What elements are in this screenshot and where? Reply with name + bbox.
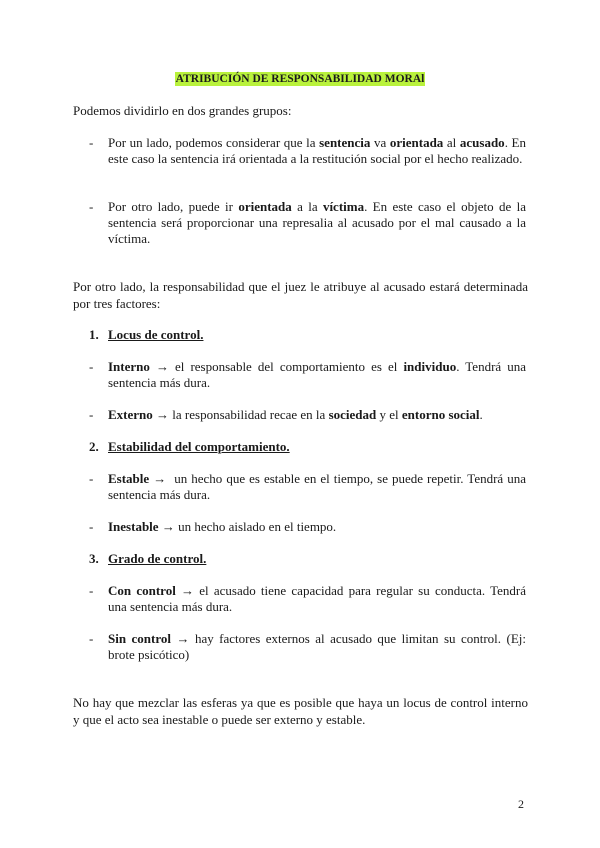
list-dash: - [89, 519, 94, 534]
intro-paragraph: Podemos dividirlo en dos grandes grupos: [73, 103, 292, 118]
arrow-icon: → [149, 471, 175, 486]
list-item-text: Inestable → un hecho aislado en el tiempo. [108, 519, 337, 534]
list-dash: - [89, 631, 94, 646]
page-title [0, 73, 600, 85]
list-dash: - [89, 471, 94, 486]
list-item-text: Por otro lado, puede ir orientada a la víctima. En este caso el objeto de la sentencia será proporcionar una represalia al acusado por el mal causado a la víctima. [108, 199, 526, 246]
list-item-text: Estable → un hecho que es estable en el tiempo, se puede repetir. Tendrá una sentencia más dura. [108, 471, 526, 502]
list-dash: - [89, 583, 94, 598]
page-number: 2 [518, 797, 524, 811]
arrow-icon: → [149, 359, 176, 374]
list-dash: - [89, 407, 94, 422]
list-item-text: Sin control → hay factores externos al acusado que limitan su control. (Ej: brote psicótico) [108, 631, 526, 662]
arrow-icon: → [152, 407, 173, 422]
list-dash: - [89, 359, 94, 374]
list-dash: - [89, 199, 94, 214]
title-highlight: ATRIBUCIÓN DE RESPONSABILIDAD MORAl [175, 73, 425, 85]
list-item-text: Interno → el responsable del comportamiento es el individuo. Tendrá una sentencia más dura. [108, 359, 527, 390]
list-item-text: Externo → la responsabilidad recae en la sociedad y el entorno social. [108, 407, 483, 422]
conclusion-paragraph: No hay que mezclar las esferas ya que es posible que haya un locus de control interno y que el acto sea inestable o puede ser externo y estable. [73, 695, 528, 727]
arrow-icon: → [158, 519, 179, 534]
factors-intro-paragraph: Por otro lado, la responsabilidad que el juez le atribuye al acusado estará determinada por tres factores: [73, 279, 528, 311]
list-item-text: Con control → el acusado tiene capacidad para regular su conducta. Tendrá una sentencia más dura. [108, 583, 526, 614]
arrow-icon: → [171, 631, 195, 646]
list-dash: - [89, 135, 94, 150]
list-item-text: Por un lado, podemos considerar que la sentencia va orientada al acusado. En este caso la sentencia irá orientada a la restitución social por el hecho realizado. [108, 135, 526, 166]
arrow-icon: → [175, 583, 200, 598]
